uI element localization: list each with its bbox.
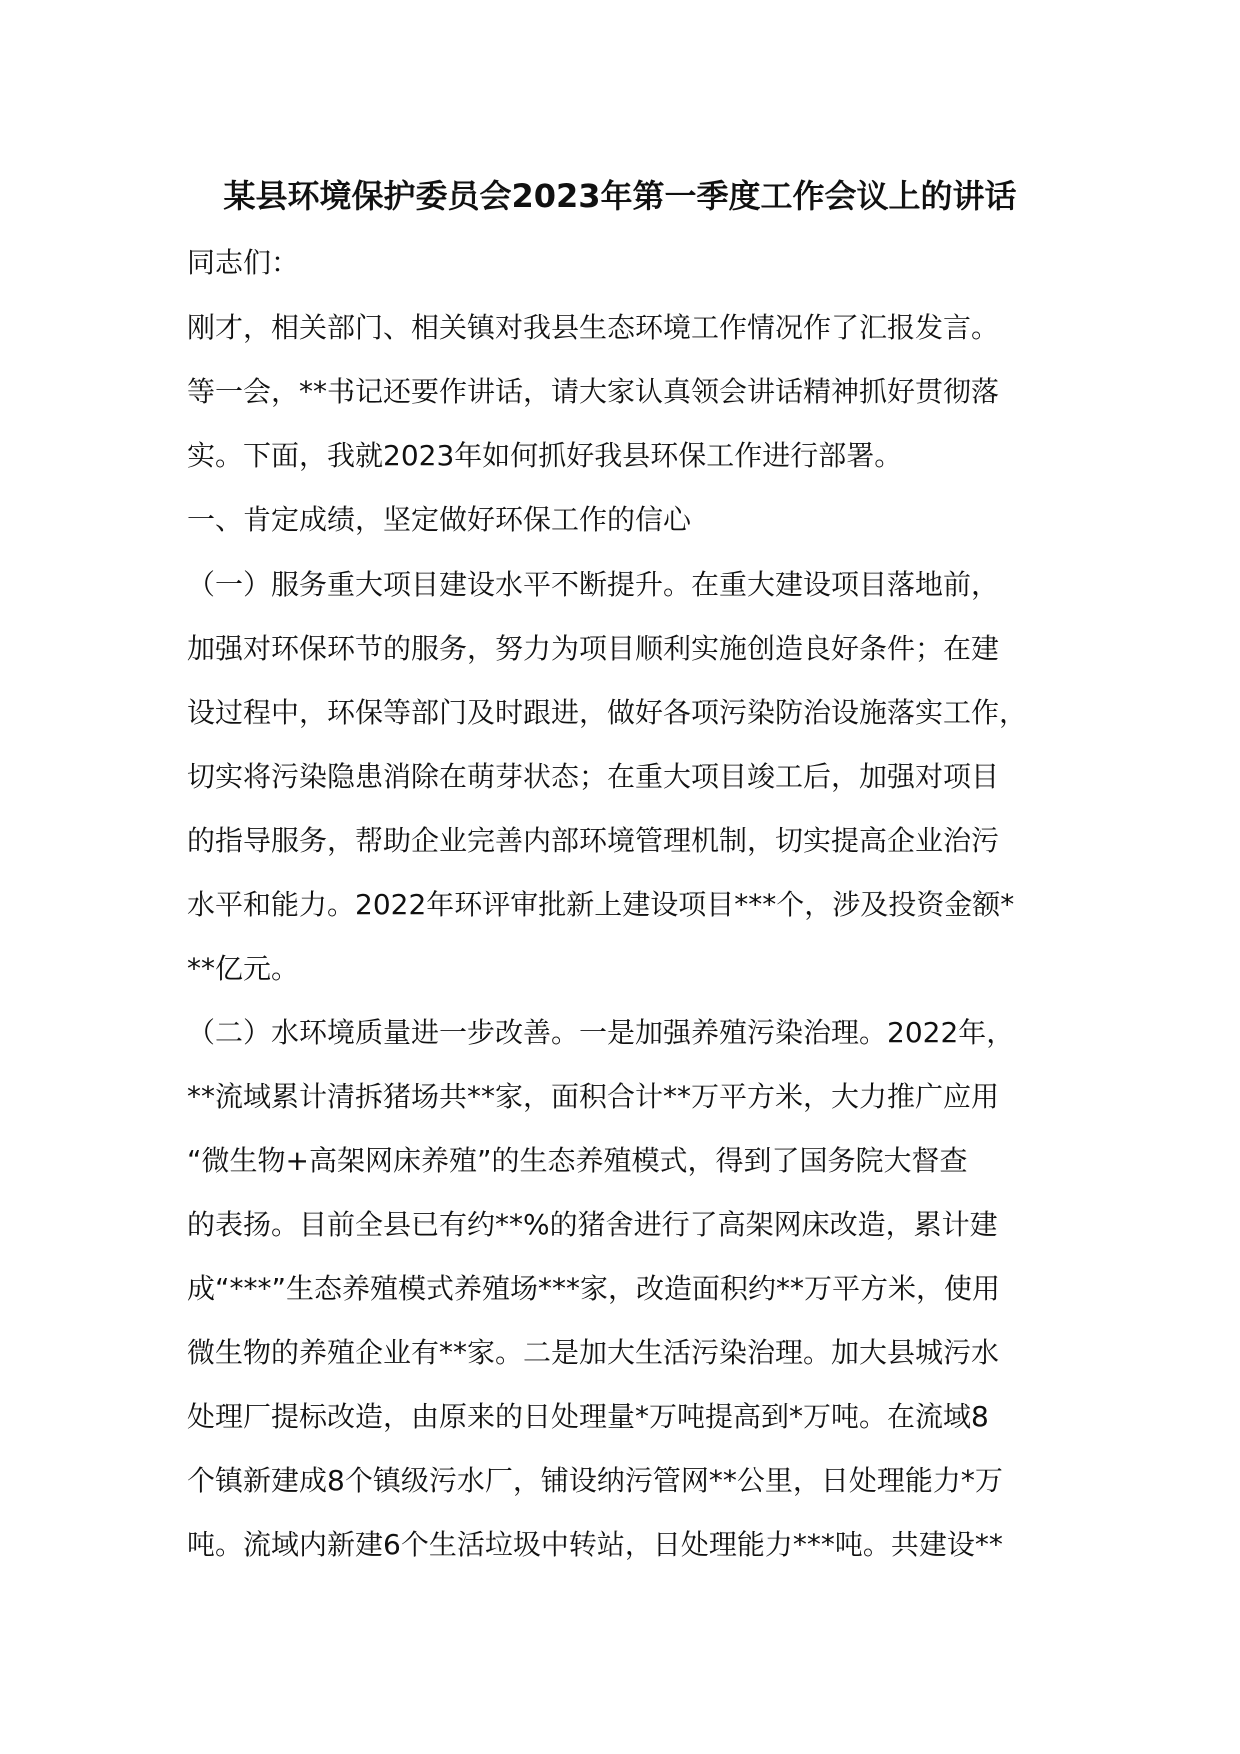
paragraph-line: 刚才，相关部门、相关镇对我县生态环境工作情况作了汇报发言。: [187, 311, 1000, 344]
paragraph-line: 设过程中，环保等部门及时跟进，做好各项污染防治设施落实工作，: [187, 696, 1028, 729]
paragraph-line: **亿元。: [187, 952, 300, 985]
paragraph-line: 成“***”生态养殖模式养殖场***家，改造面积约**万平方米，使用: [187, 1272, 1001, 1305]
paragraph-line: 吨。流域内新建6个生活垃圾中转站，日处理能力***吨。共建设**: [187, 1528, 1003, 1561]
paragraph-line: **流域累计清拆猪场共**家，面积合计**万平方米，大力推广应用: [187, 1080, 1000, 1113]
salutation: 同志们：: [187, 246, 300, 279]
paragraph-line: 处理厂提标改造，由原来的日处理量*万吨提高到*万吨。在流域8: [187, 1400, 989, 1433]
paragraph-line: 实。下面，我就2023年如何抓好我县环保工作进行部署。: [187, 439, 903, 472]
paragraph-line: 切实将污染隐患消除在萌芽状态；在重大项目竣工后，加强对项目: [187, 760, 1000, 793]
paragraph-line: 个镇新建成8个镇级污水厂，铺设纳污管网**公里，日处理能力*万: [187, 1464, 1003, 1497]
paragraph-line: “微生物+高架网床养殖”的生态养殖模式，得到了国务院大督查: [187, 1144, 968, 1177]
subsection-heading-line: （二）水环境质量进一步改善。一是加强养殖污染治理。2022年，: [187, 1016, 1015, 1049]
document-title: 某县环境保护委员会2023年第一季度工作会议上的讲话: [223, 177, 1017, 215]
paragraph-line: 的指导服务，帮助企业完善内部环境管理机制，切实提高企业治污: [187, 824, 1000, 857]
paragraph-line: 的表扬。目前全县已有约**%的猪舍进行了高架网床改造，累计建: [187, 1208, 998, 1241]
paragraph-line: 微生物的养殖企业有**家。二是加大生活污染治理。加大县城污水: [187, 1336, 1000, 1369]
paragraph-line: 水平和能力。2022年环评审批新上建设项目***个，涉及投资金额*: [187, 888, 1015, 921]
section-heading: 一、肯定成绩，坚定做好环保工作的信心: [187, 503, 692, 536]
subsection-heading-line: （一）服务重大项目建设水平不断提升。在重大建设项目落地前，: [187, 568, 1000, 601]
paragraph-line: 加强对环保环节的服务，努力为项目顺利实施创造良好条件；在建: [187, 632, 1000, 665]
paragraph-line: 等一会，**书记还要作讲话，请大家认真领会讲话精神抓好贯彻落: [187, 375, 1000, 408]
